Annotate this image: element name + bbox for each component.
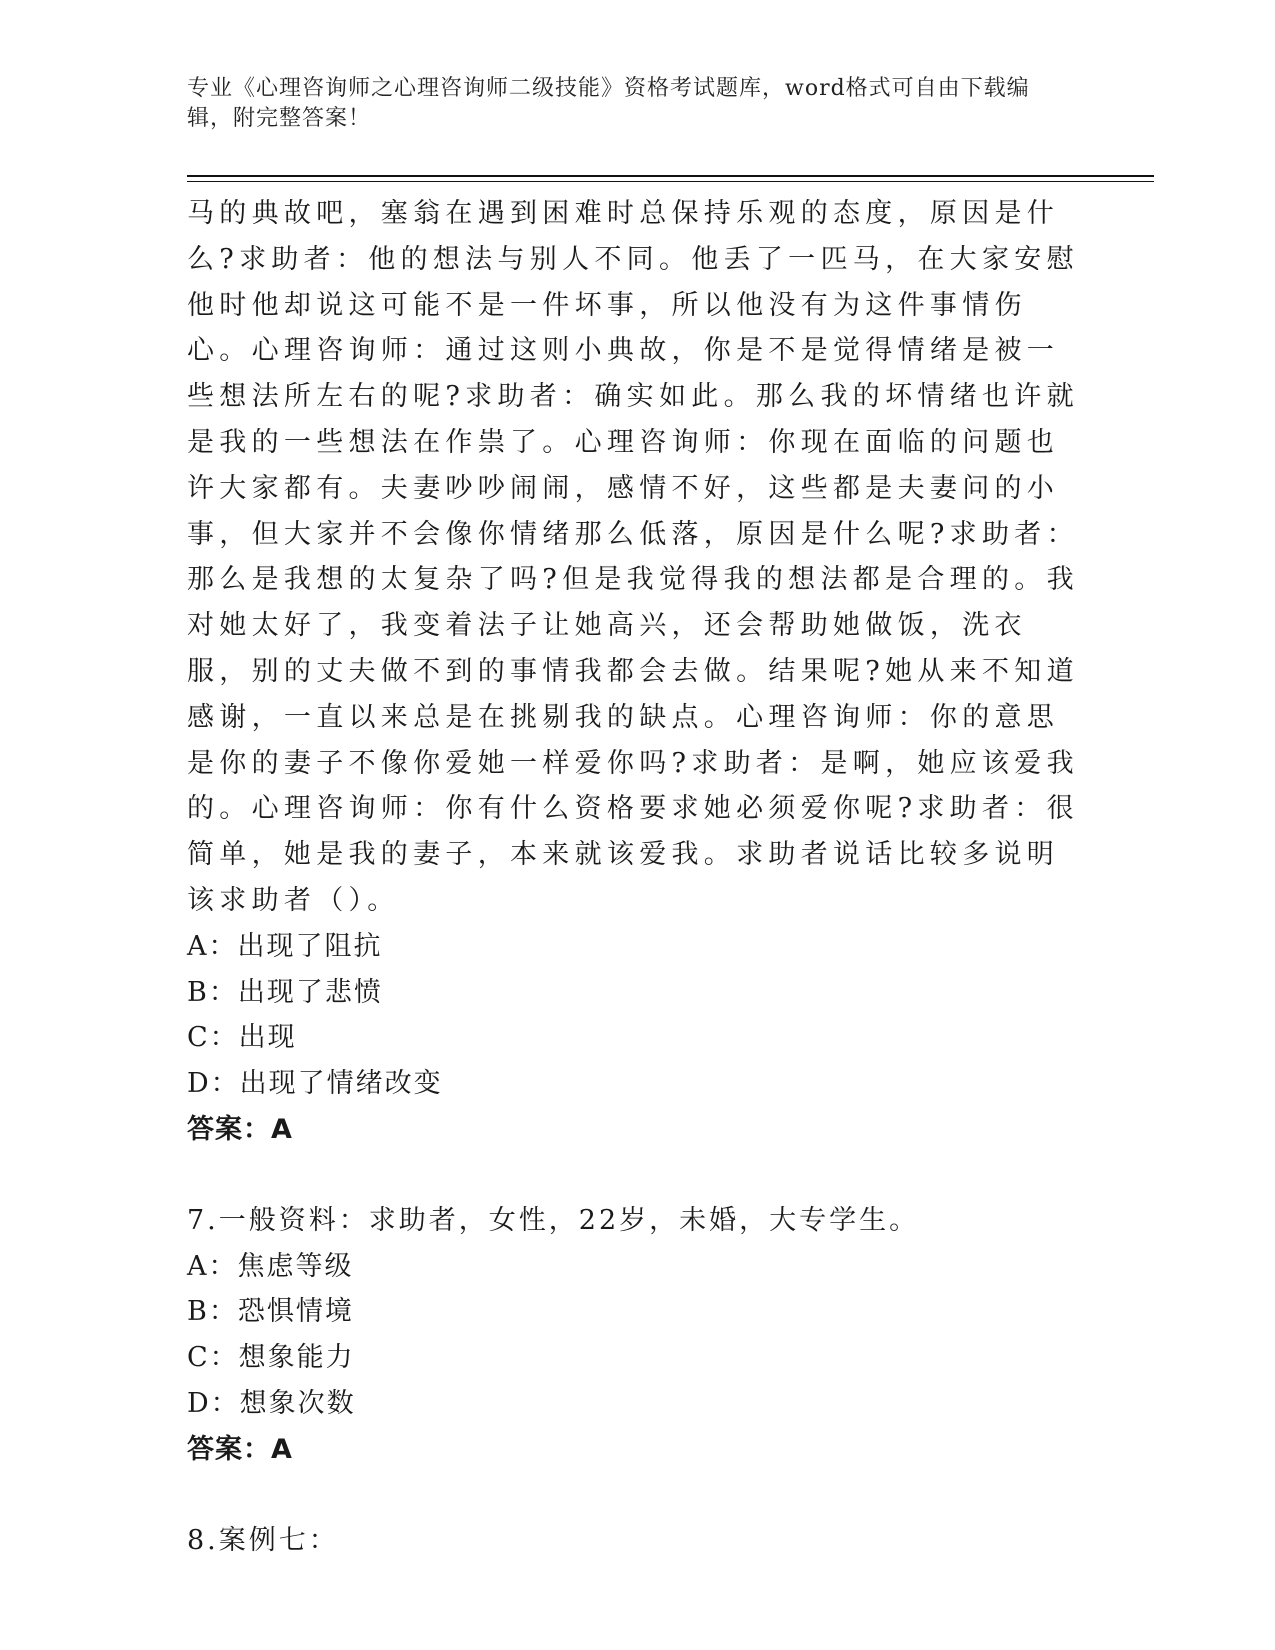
- question-6-stem: 马的典故吧，塞翁在遇到困难时总保持乐观的态度，原因是什么?求助者：他的想法与别人不同。他丢了一匹马，在大家安慰他时他却说这可能不是一件坏事，所以他没有为这件事情伤心。心理咨询师：通过这则小典故，你是不是觉得情绪是被一些想法所左右的呢?求助者：确实如此。那么我的坏情绪也许就是我的一些想法在作祟了。心理咨询师：你现在面临的问题也许大家都有。夫妻吵吵闹闹，感情不好，这些都是夫妻问的小事，但大家并不会像你情绪那么低落，原因是什么呢?求助者：那么是我想的太复杂了吗?但是我觉得我的想法都是合理的。我对她太好了，我变着法子让她高兴，还会帮助她做饭，洗衣服，别的丈夫做不到的事情我都会去做。结果呢?她从来不知道感谢，一直以来总是在挑剔我的缺点。心理咨询师：你的意思是你的妻子不像你爱她一样爱你吗?求助者：是啊，她应该爱我的。心理咨询师：你有什么资格要求她必须爱你呢?求助者：很简单，她是我的妻子，本来就该爱我。求助者说话比较多说明该求助者（）。: [187, 198, 1079, 916]
- question-8-stem: 8.案例七：: [187, 1524, 339, 1556]
- question-7-option-d: D：想象次数: [187, 1387, 356, 1419]
- question-7-option-a: A：焦虑等级: [187, 1250, 354, 1282]
- document-body: [187, 191, 1087, 1563]
- question-7-answer: 答案：A: [187, 1433, 293, 1465]
- header-rule-thick: [187, 175, 1154, 177]
- question-7-option-b: B：恐惧情境: [187, 1296, 354, 1328]
- spacer: [187, 1153, 1087, 1198]
- header-rule-thin: [187, 181, 1154, 182]
- question-6-option-b: B：出现了悲愤: [187, 976, 383, 1008]
- question-6-option-a: A：出现了阻抗: [187, 930, 383, 962]
- question-7-stem: 7.一般资料：求助者，女性，22岁，未婚，大专学生。: [187, 1204, 920, 1236]
- question-7-option-c: C：想象能力: [187, 1342, 355, 1374]
- spacer: [187, 1473, 1087, 1518]
- question-6-option-d: D：出现了情绪改变: [187, 1068, 443, 1100]
- question-6-answer: 答案：A: [187, 1113, 293, 1145]
- document-header: 专业《心理咨询师之心理咨询师二级技能》资格考试题库，word格式可自由下载编辑，附完整答案！: [187, 76, 1030, 131]
- question-6-option-c: C：出现: [187, 1022, 297, 1054]
